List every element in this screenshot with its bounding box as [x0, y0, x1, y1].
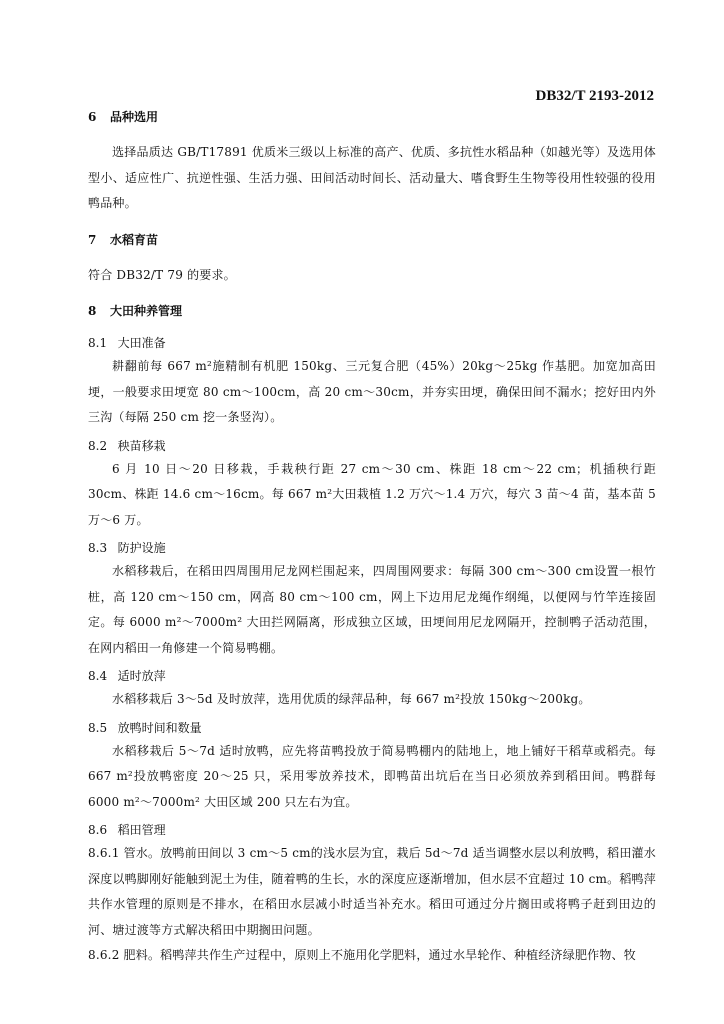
section-number: 8.6: [88, 823, 108, 837]
section-7-paragraph: 符合 DB32/T 79 的要求。: [88, 267, 236, 282]
document-code: DB32/T 2193-2012: [535, 88, 654, 104]
section-number: 8.1: [88, 336, 108, 350]
section-8-3-heading: [88, 539, 656, 557]
section-title: 品种选用: [110, 110, 159, 124]
section-8-5-paragraph: 水稻移栽后 5～7d 适时放鸭，应先将苗鸭投放于简易鸭棚内的陆地上，地上铺好干稻草或稻壳。每 667 m²投放鸭密度 20～25 只，采用零放养技术，即鸭苗出坑后在当日必须放养到稻田间。鸭群每 6000 m²～7000m² 大田区域 200 只左右为宜。: [88, 743, 656, 809]
section-8-1-paragraph: 耕翻前每 667 m²施精制有机肥 150kg、三元复合肥（45%）20kg～25kg 作基肥。加宽加高田埂，一般要求田埂宽 80 cm～100cm，高 20 cm～30cm，并夯实田埂，确保田间不漏水；挖好田内外三沟（每隔 250 cm 挖一条竖沟）。: [88, 359, 656, 424]
section-number: 8.3: [88, 541, 108, 555]
section-7-heading: [88, 231, 656, 249]
section-title: 大田种养管理: [110, 304, 183, 318]
section-8-4-paragraph: 水稻移栽后 3～5d 及时放萍，选用优质的绿萍品种，每 667 m²投放 150kg～200kg。: [112, 692, 591, 706]
document-body: [88, 108, 656, 969]
section-title: 大田准备: [117, 336, 166, 350]
section-number: 7: [88, 232, 97, 247]
section-6-paragraph: 选择品质达 GB/T17891 优质米三级以上标准的高产、优质、多抗性水稻品种（如越光等）及选用体型小、适应性广、抗逆性强、生活力强、田间活动时间长、活动量大、嗜食野生生物等役用性较强的役用鸭品种。: [88, 145, 656, 210]
section-8-5-heading: [88, 719, 656, 737]
section-number: 8: [88, 304, 97, 318]
section-number: 8.2: [88, 438, 108, 453]
section-8-3-paragraph: 水稻移栽后，在稻田四周围用尼龙网栏围起来，四周围网要求：每隔 300 cm～300 cm设置一根竹桩，高 120 cm～150 cm，网高 80 cm～100 cm，网上下边用尼龙绳作纲绳，以便网与竹竿连接固定。每 6000 m²～7000m² 大田拦网隔离，形成独立区域，田埂间用尼龙网隔开，控制鸭子活动范围，在网内稻田一角修建一个简易鸭棚。: [88, 564, 656, 655]
section-8-6-heading: [88, 821, 656, 839]
section-number: 6: [88, 110, 97, 124]
section-number: 8.5: [88, 720, 108, 735]
section-title: 稻田管理: [117, 823, 166, 837]
section-title: 秧苗移栽: [117, 438, 166, 453]
section-8-heading: [88, 302, 656, 320]
section-6-heading: [88, 108, 656, 126]
section-8-2-paragraph: 6 月 10 日～20 日移栽，手栽秧行距 27 cm～30 cm、株距 18 cm～22 cm；机插秧行距 30cm、株距 14.6 cm～16cm。每 667 m²大田栽植 1.2 万穴～1.4 万穴，每穴 3 苗～4 苗，基本苗 5 万～6 万。: [88, 461, 656, 527]
section-title: 水稻育苗: [110, 232, 159, 247]
section-title: 防护设施: [117, 541, 166, 555]
section-8-6-2-paragraph: 8.6.2 肥料。稻鸭萍共作生产过程中，原则上不施用化学肥料，通过水旱轮作、种植经济绿肥作物、牧: [88, 948, 636, 962]
section-8-4-heading: [88, 667, 656, 685]
section-8-6-1-paragraph: 8.6.1 管水。放鸭前田间以 3 cm～5 cm的浅水层为宜，栽后 5d～7d 适当调整水层以利放鸭，稻田灌水深度以鸭脚刚好能触到泥土为佳，随着鸭的生长，水的深度应逐渐增加，但水层不宜超过 10 cm。稻鸭萍共作水管理的原则是不排水，在稻田水层减小时适当补充水。稻田可通过分片搁田或将鸭子赶到田边的河、塘过渡等方式解决稻田中期搁田问题。: [88, 846, 656, 937]
section-number: 8.4: [88, 669, 108, 683]
section-8-1-heading: [88, 334, 656, 352]
section-title: 放鸭时间和数量: [117, 720, 202, 735]
section-8-2-heading: [88, 437, 656, 455]
section-title: 适时放萍: [117, 669, 166, 683]
